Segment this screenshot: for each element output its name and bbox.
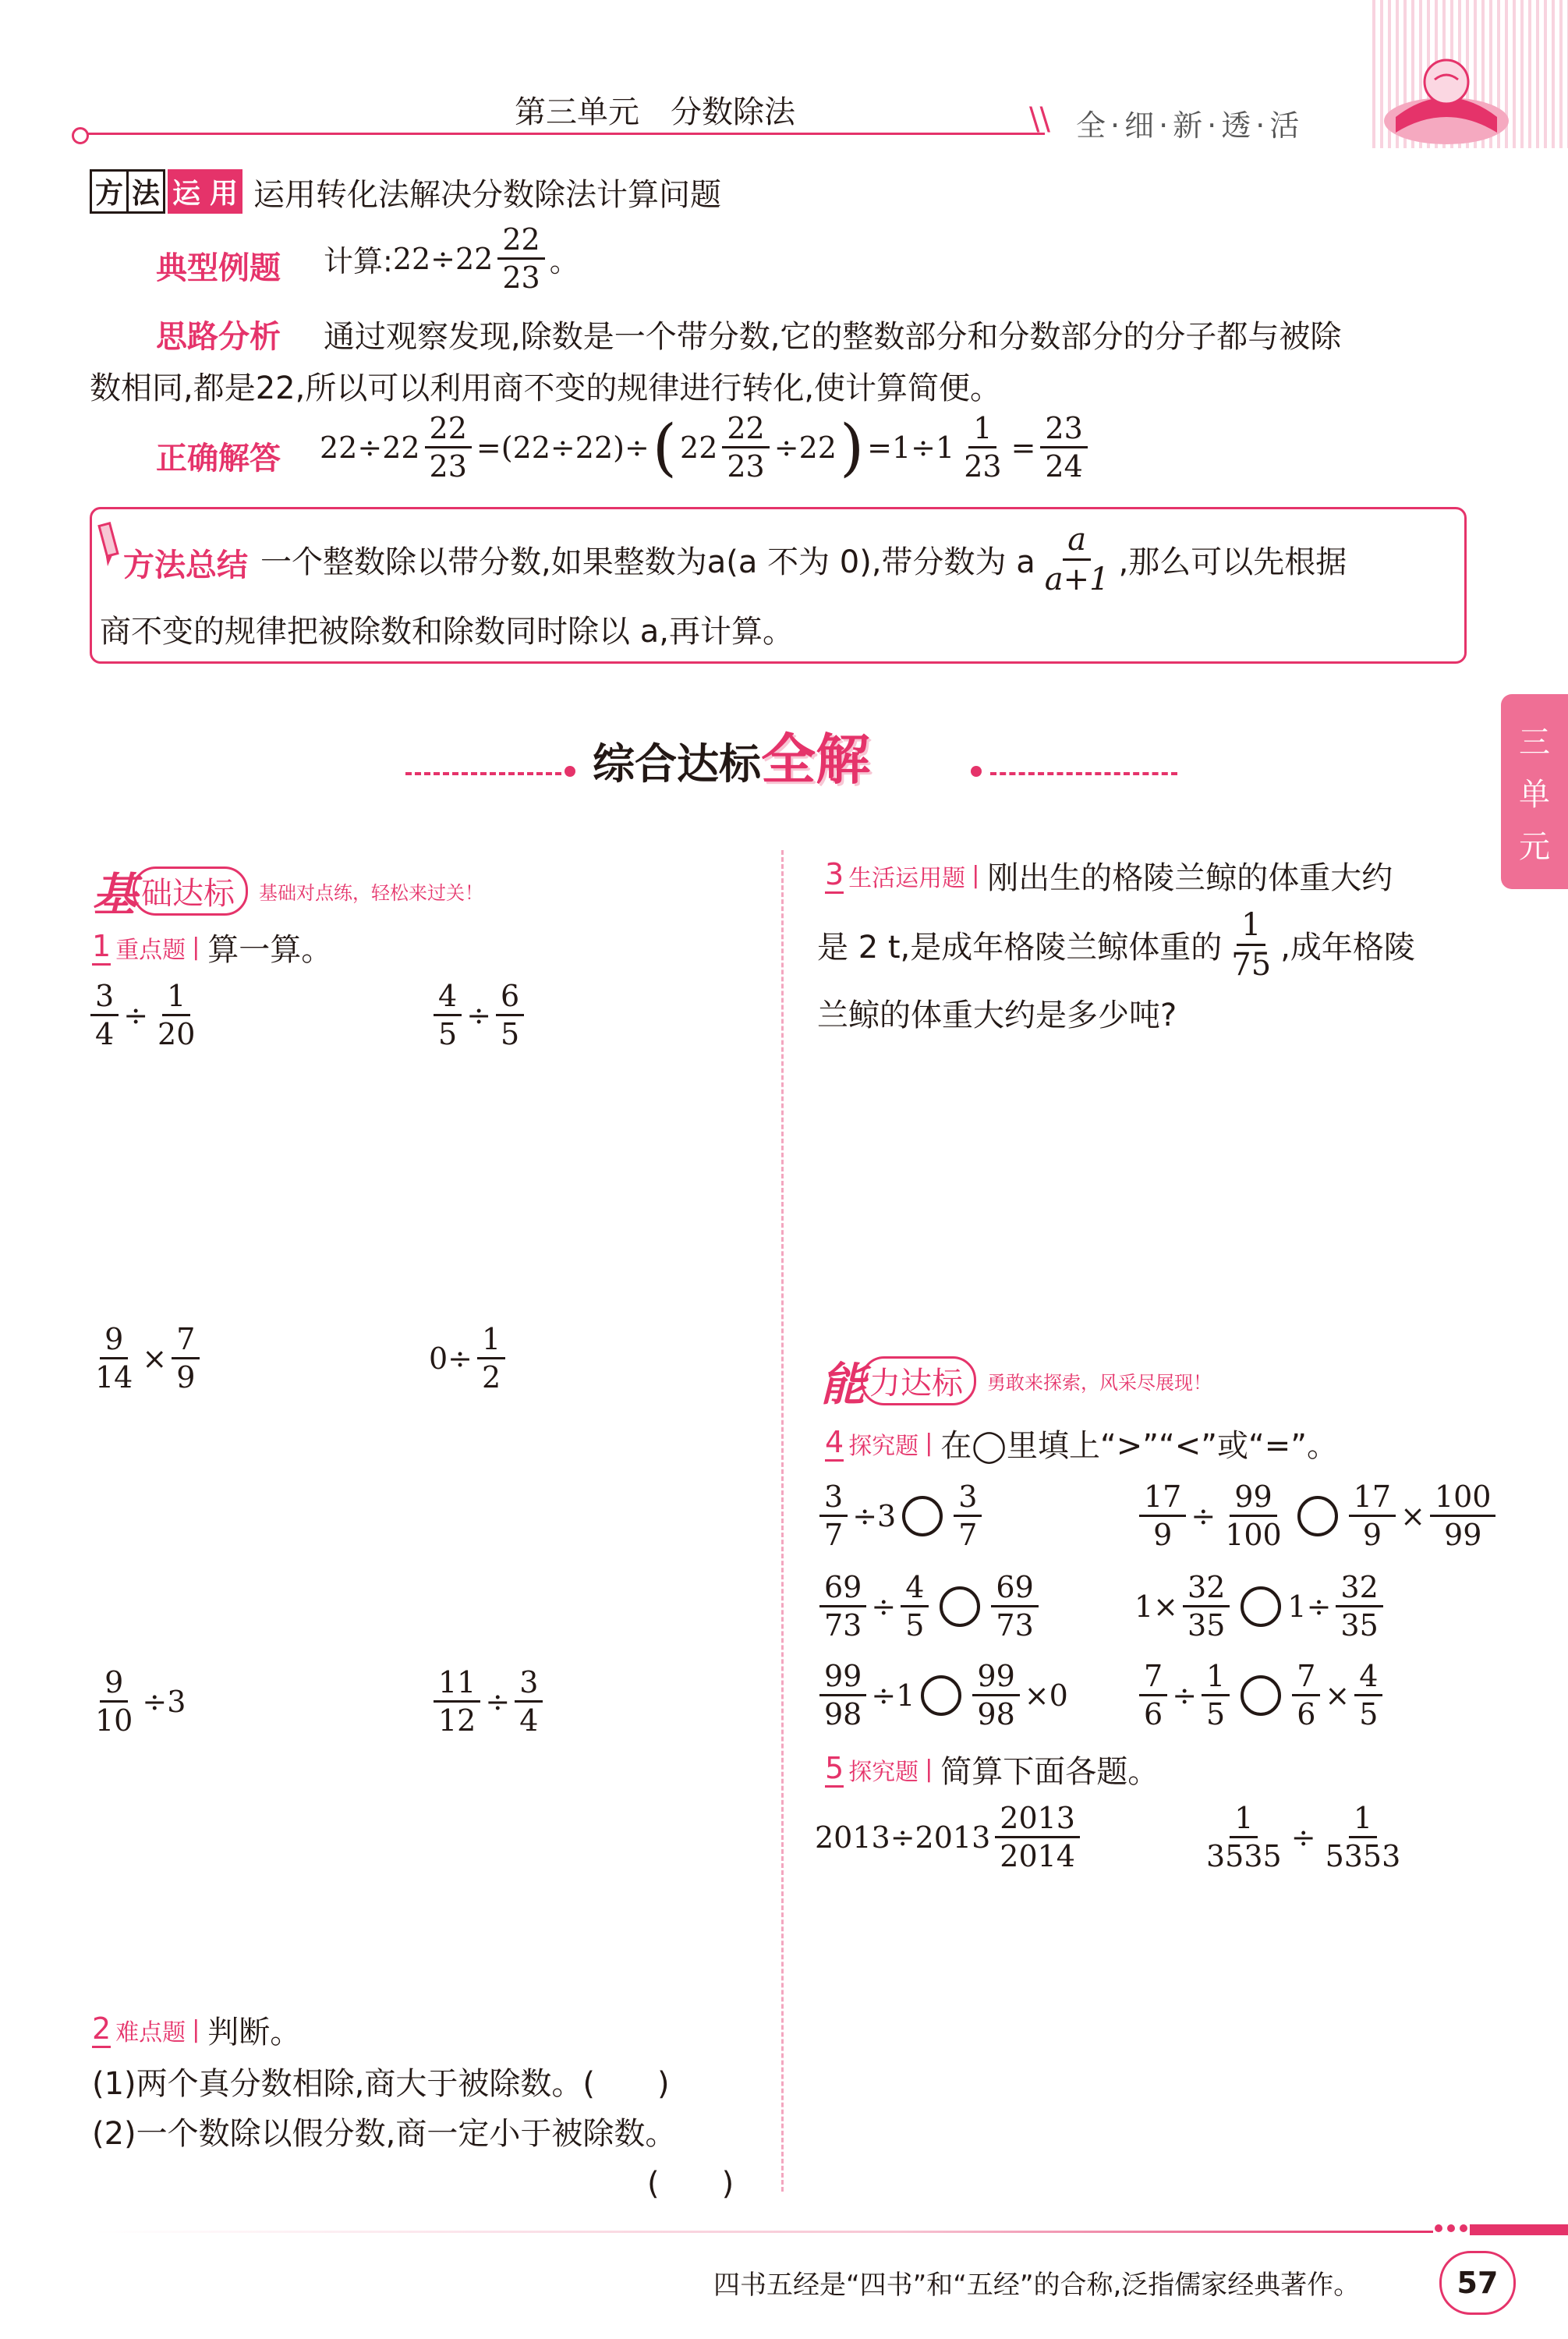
q1-tag: 重点题	[115, 936, 186, 964]
header-rule-dot	[72, 127, 89, 144]
q3-text: ,成年格陵	[1280, 930, 1415, 966]
q2-item: (2)一个数除以假分数,商一定小于被除数。	[92, 2116, 677, 2152]
q1-expression: 0÷ $\frac{1}{2}$	[429, 1324, 510, 1392]
q2-header	[92, 2008, 301, 2052]
summary-line-1	[260, 524, 1347, 595]
q1-text: 算一算。	[207, 932, 333, 968]
q3-line-1: 刚出生的格陵兰鲸的体重大约	[987, 860, 1393, 896]
page-number: 57	[1457, 2266, 1499, 2300]
compare-item: $\frac{99}{98}$ ÷1 $\frac{99}{98}$ ×0	[815, 1661, 1068, 1729]
section-title-rule-right	[990, 772, 1177, 775]
unit-title: 第三单元 分数除法	[515, 94, 795, 130]
header-slash-icon: \\	[1029, 101, 1050, 137]
answer-circle[interactable]	[902, 1496, 943, 1536]
analysis-line-1: 通过观察发现,除数是一个带分数,它的整数部分和分数部分的分子都与被除	[324, 319, 1342, 355]
answer-expression: 22÷22 $\frac{22}{23}$ =(22÷22)÷ ( 22 $\frac{22}{23}$ ÷22 ) =1÷1 $\frac{1}{23}$ = $\frac{23}{24}$	[320, 413, 1092, 481]
q5-tag: 探究题	[848, 1758, 919, 1786]
q5-divider: |	[925, 1756, 933, 1783]
summary-text: a(a 不为 0),带分数为 a	[706, 544, 1035, 580]
q5-header	[825, 1747, 1159, 1791]
side-tab-char: 三	[1519, 724, 1550, 760]
q4-text: 在◯里填上“>”“<”或“=”。	[940, 1428, 1338, 1464]
example-int: 22÷22	[392, 241, 494, 276]
series-slogan: 全·细·新·透·活	[1076, 108, 1304, 143]
q1-number: 1	[92, 929, 111, 966]
method-badge-char: 法	[129, 169, 165, 214]
example-suffix: 。	[549, 244, 579, 278]
q1-expression: $\frac{3}{4}$ ÷ $\frac{1}{20}$	[86, 981, 204, 1049]
q4-number: 4	[825, 1425, 844, 1462]
basic-banner-big: 基	[92, 868, 138, 921]
q4-tag: 探究题	[848, 1432, 919, 1460]
answer-circle[interactable]	[940, 1586, 980, 1627]
ability-banner-big: 能	[820, 1358, 866, 1411]
q1-expression: $\frac{9}{14}$ × $\frac{7}{9}$	[86, 1324, 204, 1392]
pencil-icon	[92, 521, 126, 571]
answer-circle[interactable]	[1241, 1675, 1281, 1716]
summary-text: 一个整数除以带分数,如果整数为	[260, 544, 707, 580]
page-number-badge	[1439, 2251, 1516, 2315]
q5-text: 简算下面各题。	[940, 1754, 1159, 1790]
q3-number: 3	[825, 857, 844, 894]
compare-item: 1× $\frac{32}{35}$ 1÷ $\frac{32}{35}$	[1134, 1572, 1388, 1640]
q2-tag: 难点题	[115, 2018, 186, 2047]
section-title	[593, 716, 870, 795]
section-title-normal: 综合达标	[593, 739, 761, 789]
footer-note: 四书五经是“四书”和“五经”的合称,泛指儒家经典著作。	[713, 2270, 1361, 2301]
answer-label: 正确解答	[156, 441, 281, 477]
q5-number: 5	[825, 1751, 844, 1788]
answer-circle[interactable]	[921, 1675, 961, 1716]
answer-circle[interactable]	[1297, 1496, 1338, 1536]
fraction-numerator: 1	[1237, 909, 1265, 946]
q1-divider: |	[192, 934, 200, 961]
header-book-illustration	[1380, 47, 1513, 148]
q3-header	[825, 853, 1393, 898]
q1-expression: $\frac{9}{10}$ ÷3	[95, 1665, 186, 1738]
unit-side-tab	[1501, 694, 1568, 889]
compare-item: $\frac{7}{6}$ ÷ $\frac{1}{5}$ $\frac{7}{6}$ × $\frac{4}{5}$	[1134, 1661, 1387, 1729]
analysis-line-2: 数相同,都是22,所以可以利用商不变的规律进行转化,使计算简便。	[90, 370, 1002, 406]
fraction-denominator: 23	[502, 260, 540, 295]
method-title: 运用转化法解决分数除法计算问题	[253, 177, 721, 213]
q1-header	[92, 925, 332, 969]
fraction-numerator: a	[1063, 524, 1091, 561]
summary-line-2: 商不变的规律把被除数和除数同时除以 a,再计算。	[100, 614, 794, 650]
summary-text: ,那么可以先根据	[1118, 544, 1347, 580]
q3-tag: 生活运用题	[848, 864, 966, 892]
q3-line-2	[817, 907, 1415, 983]
q3-divider: |	[972, 862, 980, 889]
section-title-highlight: 全解	[761, 728, 870, 792]
section-title-rule-left	[405, 772, 561, 775]
section-title-dot	[565, 766, 575, 777]
example-label: 典型例题	[156, 250, 281, 286]
q3-fraction	[1226, 907, 1276, 983]
footer-bar	[1470, 2224, 1568, 2235]
basic-banner-tagline: 基础对点练，轻松来过关！	[259, 881, 484, 904]
q1-expression: $\frac{11}{12}$ ÷ $\frac{3}{4}$	[429, 1667, 547, 1735]
fraction-numerator: 22	[497, 225, 544, 260]
compare-item: $\frac{17}{9}$ ÷ $\frac{99}{100}$ $\frac{17}{9}$ × $\frac{100}{99}$	[1134, 1482, 1500, 1550]
side-tab-char: 元	[1519, 828, 1550, 865]
side-tab-char: 单	[1519, 776, 1550, 813]
example-expression	[324, 222, 579, 295]
summary-label: 方法总结	[123, 548, 248, 583]
compare-item: $\frac{69}{73}$ ÷ $\frac{4}{5}$ $\frac{69}{73}$	[815, 1572, 1043, 1640]
footer-rule	[92, 2231, 1433, 2233]
q2-text: 判断。	[207, 2015, 302, 2050]
fraction-denominator: a+1	[1044, 562, 1110, 597]
ability-banner	[820, 1348, 1212, 1413]
analysis-label: 思路分析	[156, 319, 281, 355]
q2-number: 2	[92, 2011, 111, 2048]
summary-fraction	[1040, 524, 1114, 595]
example-prefix: 计算:	[324, 244, 393, 278]
section-title-dot	[971, 766, 982, 777]
q5-expression: $\frac{1}{3535}$ ÷ $\frac{1}{5353}$	[1206, 1801, 1401, 1873]
ability-banner-tagline: 勇敢来探索，风采尽展现！	[987, 1371, 1212, 1394]
basic-banner	[92, 858, 483, 923]
basic-banner-rest: 础达标	[133, 866, 248, 916]
compare-item: $\frac{3}{7}$ ÷3 $\frac{3}{7}$	[815, 1482, 986, 1550]
method-badge-char: 方	[90, 169, 129, 214]
q4-header	[825, 1421, 1338, 1465]
fraction-denominator: 75	[1231, 947, 1272, 983]
q2-divider: |	[192, 2016, 200, 2043]
footer-dots	[1435, 2224, 1467, 2232]
q3-text: 是 2 t,是成年格陵兰鲸体重的	[817, 930, 1223, 966]
column-divider	[781, 850, 784, 2192]
answer-circle[interactable]	[1241, 1586, 1281, 1627]
q4-divider: |	[925, 1430, 933, 1457]
example-fraction	[497, 222, 544, 295]
ability-banner-rest: 力达标	[861, 1356, 976, 1405]
method-badge-char: 运	[168, 169, 205, 214]
q1-expression: $\frac{4}{5}$ ÷ $\frac{6}{5}$	[429, 981, 529, 1049]
q3-line-3: 兰鲸的体重大约是多少吨?	[817, 998, 1177, 1033]
q2-answer-paren[interactable]: ( )	[647, 2166, 734, 2202]
q5-expression: 2013÷2013 $\frac{2013}{2014}$	[815, 1803, 1085, 1871]
header-rule	[78, 133, 1045, 135]
q2-item: (1)两个真分数相除,商大于被除数。( )	[92, 2066, 670, 2102]
method-badge	[90, 169, 242, 214]
method-badge-char: 用	[205, 169, 242, 214]
